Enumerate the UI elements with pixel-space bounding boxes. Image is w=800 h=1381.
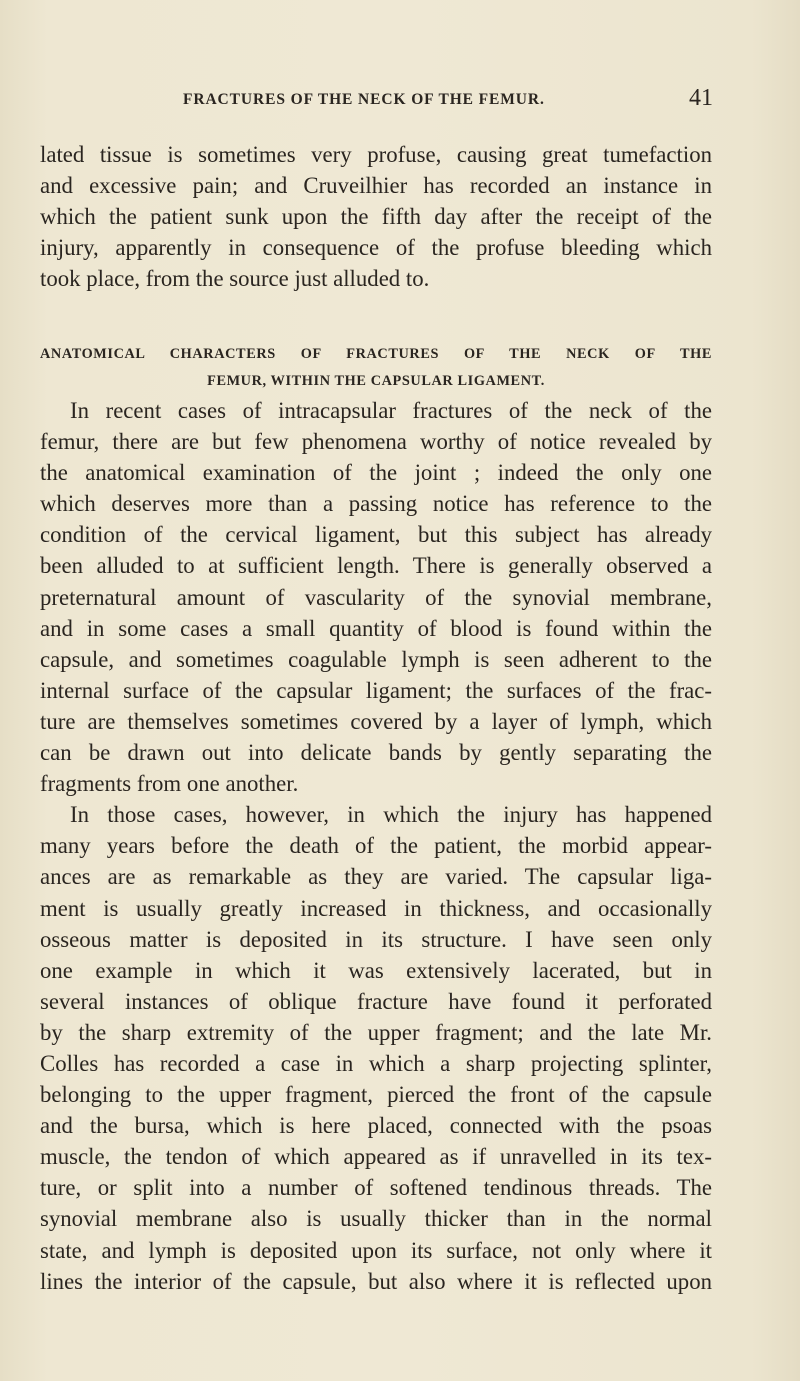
text-line: Colles has recorded a case in which a sharp projecting splinter, [40,1050,712,1076]
text-line: can be drawn out into delicate bands by gently separating the [40,740,712,766]
text-line: lated tissue is sometimes very profuse, causing great tumefaction [40,142,712,167]
section-heading [40,341,712,395]
text-line: preternatural amount of vascularity of the synovial membrane, [40,584,712,610]
paragraph-1 [40,139,712,294]
page-number: 41 [689,85,713,111]
text-line: muscle, the tendon of which appeared as if unravelled in its tex- [40,1144,712,1170]
text-line: one example in which it was extensively lacerated, but in [40,957,712,983]
text-line: In those cases, however, in which the injury has happened [70,802,712,828]
text-line: took place, from the source just alluded to. [40,266,430,292]
text-line: been alluded to at sufficient length. There is generally observed a [40,553,712,579]
text-line: lines the interior of the capsule, but also where it is reflected upon [40,1268,712,1294]
text-line: by the sharp extremity of the upper fragment; and the late Mr. [40,1019,712,1045]
text-line: femur, there are but few phenomena worthy of notice revealed by [40,429,712,455]
text-line: many years before the death of the patient, the morbid appear- [40,833,712,859]
text-line: ture, or split into a number of softened tendinous threads. The [40,1175,712,1201]
text-line: In recent cases of intracapsular fractures of the neck of the [70,398,712,423]
text-line: synovial membrane also is usually thicker than in the normal [40,1206,712,1232]
text-line: the anatomical examination of the joint ; indeed the only one [40,460,712,486]
paragraph-2 [40,395,712,799]
section-heading-line-2: FEMUR, WITHIN THE CAPSULAR LIGAMENT. [207,373,545,389]
text-line: fragments from one another. [40,771,299,797]
text-line: ment is usually greatly increased in thickness, and occasionally [40,895,712,921]
text-line: internal surface of the capsular ligament; the surfaces of the frac- [40,677,712,703]
text-line: which the patient sunk upon the fifth day after the receipt of the [40,204,712,230]
text-line: ances are as remarkable as they are varied. The capsular liga- [40,864,712,890]
text-line: ture are themselves sometimes covered by a layer of lymph, which [40,708,712,734]
text-line: osseous matter is deposited in its structure. I have seen only [40,926,712,952]
body-text [40,395,712,1297]
section-heading-line-1: ANATOMICAL CHARACTERS OF FRACTURES OF THE NECK OF THE [40,346,712,362]
text-line: capsule, and sometimes coagulable lymph is seen adherent to the [40,646,712,672]
text-line: injury, apparently in consequence of the profuse bleeding which [40,235,712,261]
page-header [183,85,713,115]
paragraph-3 [40,799,712,1297]
text-line: and the bursa, which is here placed, connected with the psoas [40,1113,712,1139]
running-head: FRACTURES OF THE NECK OF THE FEMUR. [183,91,545,108]
text-line: state, and lymph is deposited upon its surface, not only where it [40,1237,712,1263]
text-line: several instances of oblique fracture have found it perforated [40,988,712,1014]
text-line: and excessive pain; and Cruveilhier has recorded an instance in [40,173,712,199]
text-line: condition of the cervical ligament, but this subject has already [40,522,712,548]
text-line: and in some cases a small quantity of blood is found within the [40,615,712,641]
text-line: belonging to the upper fragment, pierced the front of the capsule [40,1082,712,1108]
text-line: which deserves more than a passing notice has reference to the [40,491,712,517]
